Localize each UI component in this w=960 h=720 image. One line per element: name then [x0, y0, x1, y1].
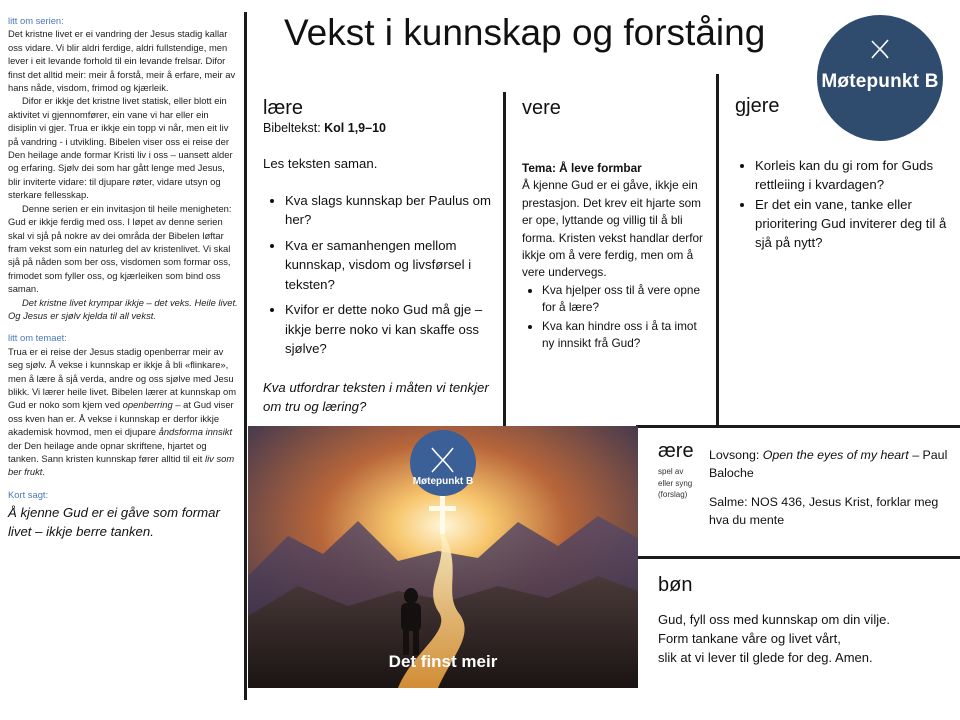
summary-text: Å kjenne Gud er ei gåve som formar livet – ikkje berre tanken.	[8, 505, 220, 540]
left-column	[8, 14, 238, 541]
vere-theme-title: Tema: Å leve formbar	[522, 161, 642, 175]
laere-section	[263, 96, 495, 417]
series-heading: litt om serien:	[8, 15, 64, 26]
vere-text: Å kjenne Gud er ei gåve, ikkje ein prestasjon. Det krev eit hjarte som er ope, lyttande og villig til å bli forma. Kristen vekst handlar derfor ikkje om å vere ferdig, men om å vere undervegs.	[522, 178, 703, 280]
gjere-section	[735, 94, 950, 253]
theme-heading: litt om temaet:	[8, 332, 67, 344]
aere-subtitle: spel av eller syng (forslag)	[658, 467, 693, 499]
vere-section	[522, 96, 712, 353]
divider-vere-gjere	[716, 74, 719, 426]
list-item: • Kva er samanhengen mellom kunnskap, visdom og livsførsel i teksten?	[285, 236, 495, 295]
image-logo-text: Møtepunkt B	[412, 476, 474, 487]
divider-laere-vere	[503, 92, 506, 426]
laere-questions	[263, 191, 495, 359]
list-item: • Korleis kan du gi rom for Guds rettleiing i kvardagen?	[755, 156, 950, 194]
hero-image	[248, 426, 638, 688]
list-item: • Er det ein vane, tanke eller prioritering Gud inviterer deg til å sjå på nytt?	[755, 195, 950, 252]
series-paragraph: Det kristne livet krympar ikkje – det veks. Heile livet. Og Jesus er sjølv kjelda til all vekst.	[8, 296, 238, 321]
list-item: • Kva slags kunnskap ber Paulus om her?	[285, 191, 495, 230]
summary-heading: Kort sagt:	[8, 488, 49, 500]
laere-intro: Les teksten saman.	[263, 156, 378, 171]
vere-heading: vere	[522, 97, 561, 119]
bible-reference: Bibeltekst: Kol 1,9–10	[263, 121, 386, 135]
list-item: • Kva kan hindre oss i å ta imot ny innsikt frå Gud?	[542, 318, 712, 353]
cross-x-icon	[869, 37, 891, 61]
song-suggestion-2: Salme: NOS 436, Jesus Krist, forklar meg hva du mente	[709, 495, 939, 527]
hero-illustration	[248, 426, 638, 688]
prayer-text: Gud, fyll oss med kunnskap om din vilje. Form tankane våre og livet vårt, slik at vi lever til glede for deg. Amen.	[658, 612, 890, 665]
image-caption: Det finst meir	[388, 652, 498, 671]
series-paragraph: Denne serien er ein invitasjon til heile menigheten: Gud er ikkje ferdig med oss. I løpet av denne serien skal vi sjå på nokre av dei områda der Bibelen løftar fram vekst som ein naturleg del av kristenlivet. Vi skal sjå på nåden som ber oss, visdomen som formar oss, frimodet som fyller oss, og kjærleiken som bind oss saman.	[8, 202, 232, 295]
divider-top-row	[636, 425, 960, 428]
laere-heading: lære	[263, 97, 304, 119]
bon-heading: bøn	[658, 574, 693, 596]
vere-questions	[522, 282, 712, 353]
series-paragraph: Difor er ikkje det kristne livet statisk, eller blott ein aktivitet vi gjennomfører, ein vane vi har eller ein disiplin vi gjer. Trua er ikkje ein topp vi når, men eit liv på vandring - i utvikling. Bibelen viser oss ei reise der Den heilage ande formar Kristi liv i oss – uansett alder og erfaring. Sjølv dei som har gått lenge med Jesus, blir inviterte vidare: til djupare røter, vidare utsyn og sterkare fellesskap.	[8, 95, 233, 201]
logo-text: Møtepunkt B	[821, 71, 939, 92]
series-paragraph: Det kristne livet er ei vandring der Jesus stadig kallar oss vidare. Vi blir aldri ferdige, aldri fullstendige, men lever i eit levande forhold til ein levande frelsar. Difor finst det alltid meir: meir å forstå, meir å erfare, meir av hans nåde, visdom, frimod og kjærleik.	[8, 28, 236, 94]
theme-paragraph: Trua er ei reise der Jesus stadig openberrar meir av seg sjølv. Å vekse i kunnskap er ikkje å bli «flinkare», men å lære å sjå verda, andre og oss sjølve med Jesu blikk. Vi lærer heile livet. Bibelen lærer at kunnskap om Gud er noko som kjem ved openberring – at Gud viser oss kven han er. Å vekse i kunnskap er derfor ikkje akademisk hovmod, men ei djupare åndsforma innsikt der Den heilage ande opnar skriftene, hjartet og tanken. Sann kristen kunnskap fører alltid til eit liv som ber frukt.	[8, 345, 237, 478]
gjere-heading: gjere	[735, 95, 780, 117]
divider-aere-bon	[636, 556, 960, 559]
song-suggestion-1: Lovsong: Open the eyes of my heart – Paul Baloche	[709, 448, 948, 480]
gjere-questions	[735, 156, 950, 252]
page-title: Vekst i kunnskap og forståing	[284, 12, 766, 53]
list-item: • Kvifor er dette noko Gud må gje – ikkje berre noko vi kan skaffe oss sjølve?	[285, 300, 495, 359]
laere-closing-question: Kva utfordrar teksten i måten vi tenkjer om tru og læring?	[263, 379, 489, 414]
aere-songs	[709, 447, 949, 529]
aere-heading: ære	[658, 440, 694, 462]
list-item: • Kva hjelper oss til å vere opne for å lære?	[542, 282, 712, 317]
left-divider	[244, 12, 247, 700]
